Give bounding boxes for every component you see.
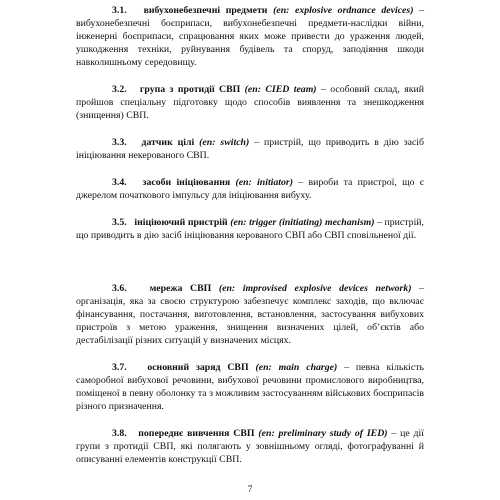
definition-3-6 — [76, 282, 424, 347]
definition-term: засоби ініціювання — [142, 177, 231, 188]
definition-english: (en: trigger (initiating) mechanism) — [230, 217, 375, 228]
definition-term: група з протидії СВП — [139, 84, 241, 95]
definition-term: основний заряд СВП — [147, 362, 249, 373]
definition-number: 3.1. — [112, 5, 127, 16]
definition-3-7 — [76, 361, 424, 413]
definition-term: мережа СВП — [149, 283, 212, 294]
definition-number: 3.6. — [112, 283, 127, 294]
definition-number: 3.5. — [112, 217, 127, 228]
definition-english: (en: explosive ordnance devices) — [273, 5, 414, 16]
definition-text: – вироби та пристрої, що є джерелом початкового імпульсу для ініціювання вибуху. — [76, 177, 424, 201]
definition-text: – пристрій, що приводить в дію засіб ініціювання некерованого СВП. — [76, 137, 425, 161]
definition-3-5 — [76, 216, 424, 242]
definition-3-3 — [76, 136, 424, 162]
definition-3-8 — [76, 427, 424, 466]
definition-english: (en: initiator) — [235, 177, 294, 188]
definition-text: – вибухонебезпечні боєприпаси, вибухонебезпечні предмети-наслідки війни, інженерні боєприпаси, спрацювання яких може привести до ураження людей, ушкодження техніки, руйнування будівель та споруд, заподіяння шкоди навколишньому середовищу. — [76, 5, 425, 68]
definition-number: 3.8. — [112, 428, 127, 439]
definition-number: 3.4. — [112, 177, 127, 188]
definition-text: – певна кількість саморобної вибухової речовини, вибухової речовини промислового виробництва, поміщеної в певну оболонку та з можливим застосуванням військових боєприпасів різного призначення. — [76, 362, 424, 412]
definition-text: – особовий склад, який пройшов спеціальну підготовку щодо способів виявлення та знешкодження (знищення) СВП. — [76, 84, 424, 121]
definition-term: попереднє вивчення СВП — [138, 428, 255, 439]
definition-3-1 — [76, 4, 424, 69]
definition-term: ініціюючий пристрій — [134, 217, 228, 228]
definition-english: (en: main charge) — [255, 362, 338, 373]
definition-3-2 — [76, 83, 424, 122]
definition-text: – це дії групи з протидії СВП, які полягають у зовнішньому огляді, фотографуванні й описуванні елементів конструкції СВП. — [76, 428, 424, 465]
definition-english: (en: CIED team) — [244, 84, 317, 95]
definition-english: (en: preliminary study of IED) — [258, 428, 388, 439]
page-number: 7 — [247, 484, 253, 494]
definition-3-4 — [76, 176, 424, 202]
definition-number: 3.3. — [112, 137, 127, 148]
definition-english: (en: switch) — [199, 137, 250, 148]
definition-term: вибухонебезпечні предмети — [143, 5, 268, 16]
definition-text: – організація, яка за своєю структурою забезпечує комплекс заходів, що включає фінансування, постачання, виготовлення, встановлення, застосування вибухових пристроїв з метою ураження, знищення визначених цілей, об’єктів або дестабілізації різних ситуацій у визначених місцях. — [76, 283, 424, 346]
definition-term: датчик цілі — [141, 137, 195, 148]
definition-number: 3.2. — [112, 84, 127, 95]
definition-number: 3.7. — [112, 362, 127, 373]
definition-text: – пристрій, що приводить в дію засіб ініціювання керованого СВП або СВП сповільненої дії. — [76, 217, 424, 241]
definition-english: (en: improvised explosive devices network) — [218, 283, 412, 294]
